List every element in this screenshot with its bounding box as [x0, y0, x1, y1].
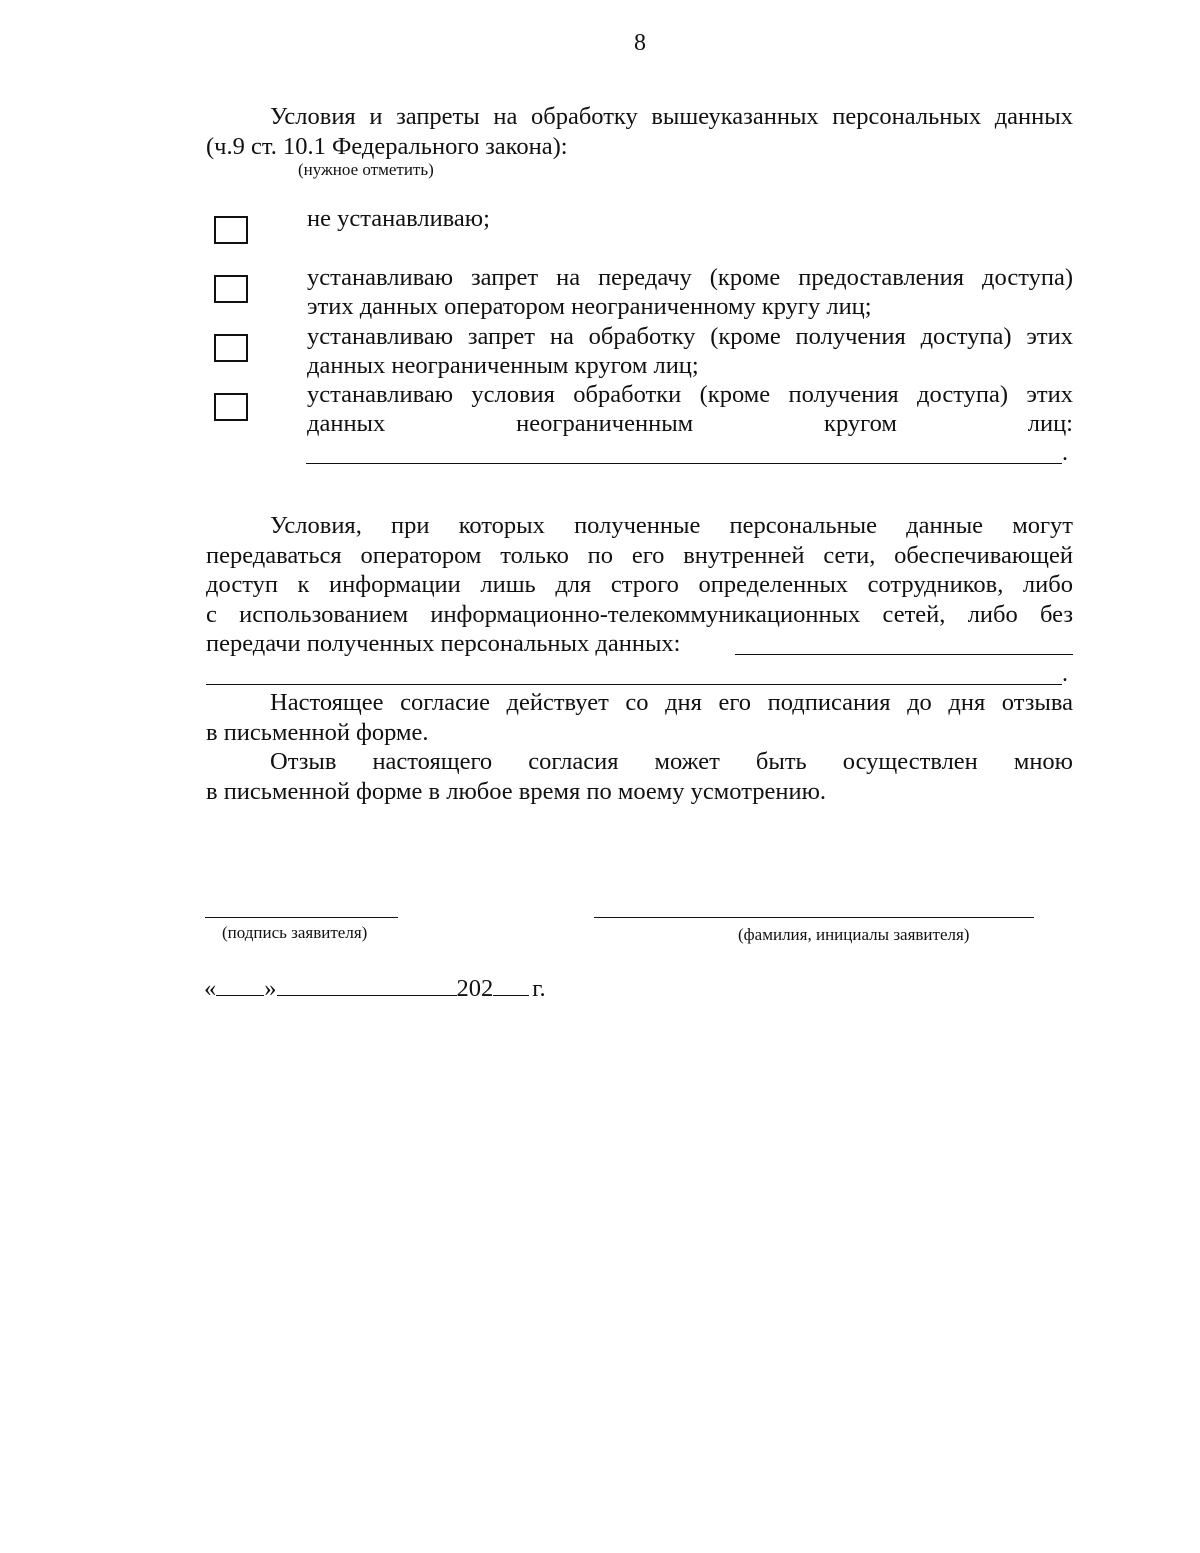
section2-line5: передачи полученных персональных данных: — [206, 630, 681, 657]
option-4-line2: данных неограниченным кругом лиц: — [307, 410, 1073, 437]
page-number: 8 — [634, 30, 646, 56]
option-3-line1: устанавливаю запрет на обработку (кроме получения доступа) этих — [307, 323, 1073, 350]
date-close-quote: » — [264, 975, 277, 1002]
section1-heading — [206, 102, 1073, 161]
section1-note: (нужное отметить) — [298, 160, 434, 179]
section2-conditions-field-1[interactable] — [735, 654, 1073, 655]
validity-line2: в письменной форме. — [206, 718, 429, 746]
option-2-text — [307, 263, 1073, 321]
date-open-quote: « — [204, 975, 217, 1002]
checkbox-option-2[interactable] — [214, 275, 248, 303]
section1-heading-line1: Условия и запреты на обработку вышеуказанных персональных данных — [270, 103, 1073, 130]
option-3-text — [307, 322, 1073, 380]
date-year-prefix: 202 — [456, 975, 494, 1002]
option-3-line2: данных неограниченным кругом лиц; — [307, 352, 699, 379]
section2-line2: передаваться оператором только по его внутренней сети, обеспечивающей — [206, 541, 1073, 569]
option-4-conditions-field[interactable] — [306, 463, 1062, 464]
validity-paragraph — [206, 688, 1073, 747]
option-2-line2: этих данных оператором неограниченному кругу лиц; — [307, 293, 872, 320]
signature-caption: (подпись заявителя) — [222, 923, 368, 942]
option-4-line1: устанавливаю условия обработки (кроме получения доступа) этих — [307, 381, 1073, 408]
revocation-paragraph — [206, 747, 1073, 806]
section2-paragraph — [206, 511, 1073, 659]
option-4-text — [307, 380, 1073, 438]
date-month-field[interactable] — [277, 973, 457, 996]
revocation-line1: Отзыв настоящего согласия может быть осуществлен мною — [270, 748, 1073, 775]
option-4-period: . — [1062, 440, 1068, 466]
section2-period: . — [1062, 661, 1068, 687]
signature-field[interactable] — [205, 917, 398, 918]
section2-line1: Условия, при которых полученные персональные данные могут — [270, 512, 1073, 539]
checkbox-option-3[interactable] — [214, 334, 248, 362]
name-field[interactable] — [594, 917, 1034, 918]
validity-line1: Настоящее согласие действует со дня его подписания до дня отзыва — [270, 689, 1073, 716]
name-caption: (фамилия, инициалы заявителя) — [738, 925, 970, 944]
option-1-text: не устанавливаю; — [307, 205, 490, 232]
date-year-field[interactable] — [493, 973, 529, 996]
section2-conditions-field-2[interactable] — [206, 684, 1062, 685]
section2-line3: доступ к информации лишь для строго определенных сотрудников, либо — [206, 571, 1073, 598]
option-2-line1: устанавливаю запрет на передачу (кроме предоставления доступа) — [307, 264, 1073, 291]
revocation-line2: в письменной форме в любое время по моему усмотрению. — [206, 777, 827, 805]
date-year-suffix: г. — [532, 975, 546, 1002]
section1-heading-line2: (ч.9 ст. 10.1 Федерального закона): — [206, 132, 568, 160]
date-day-field[interactable] — [216, 973, 264, 996]
checkbox-option-4[interactable] — [214, 393, 248, 421]
checkbox-option-1[interactable] — [214, 216, 248, 244]
date-line — [204, 973, 546, 1003]
section2-line4: с использованием информационно-телекоммуникационных сетей, либо без — [206, 600, 1073, 628]
